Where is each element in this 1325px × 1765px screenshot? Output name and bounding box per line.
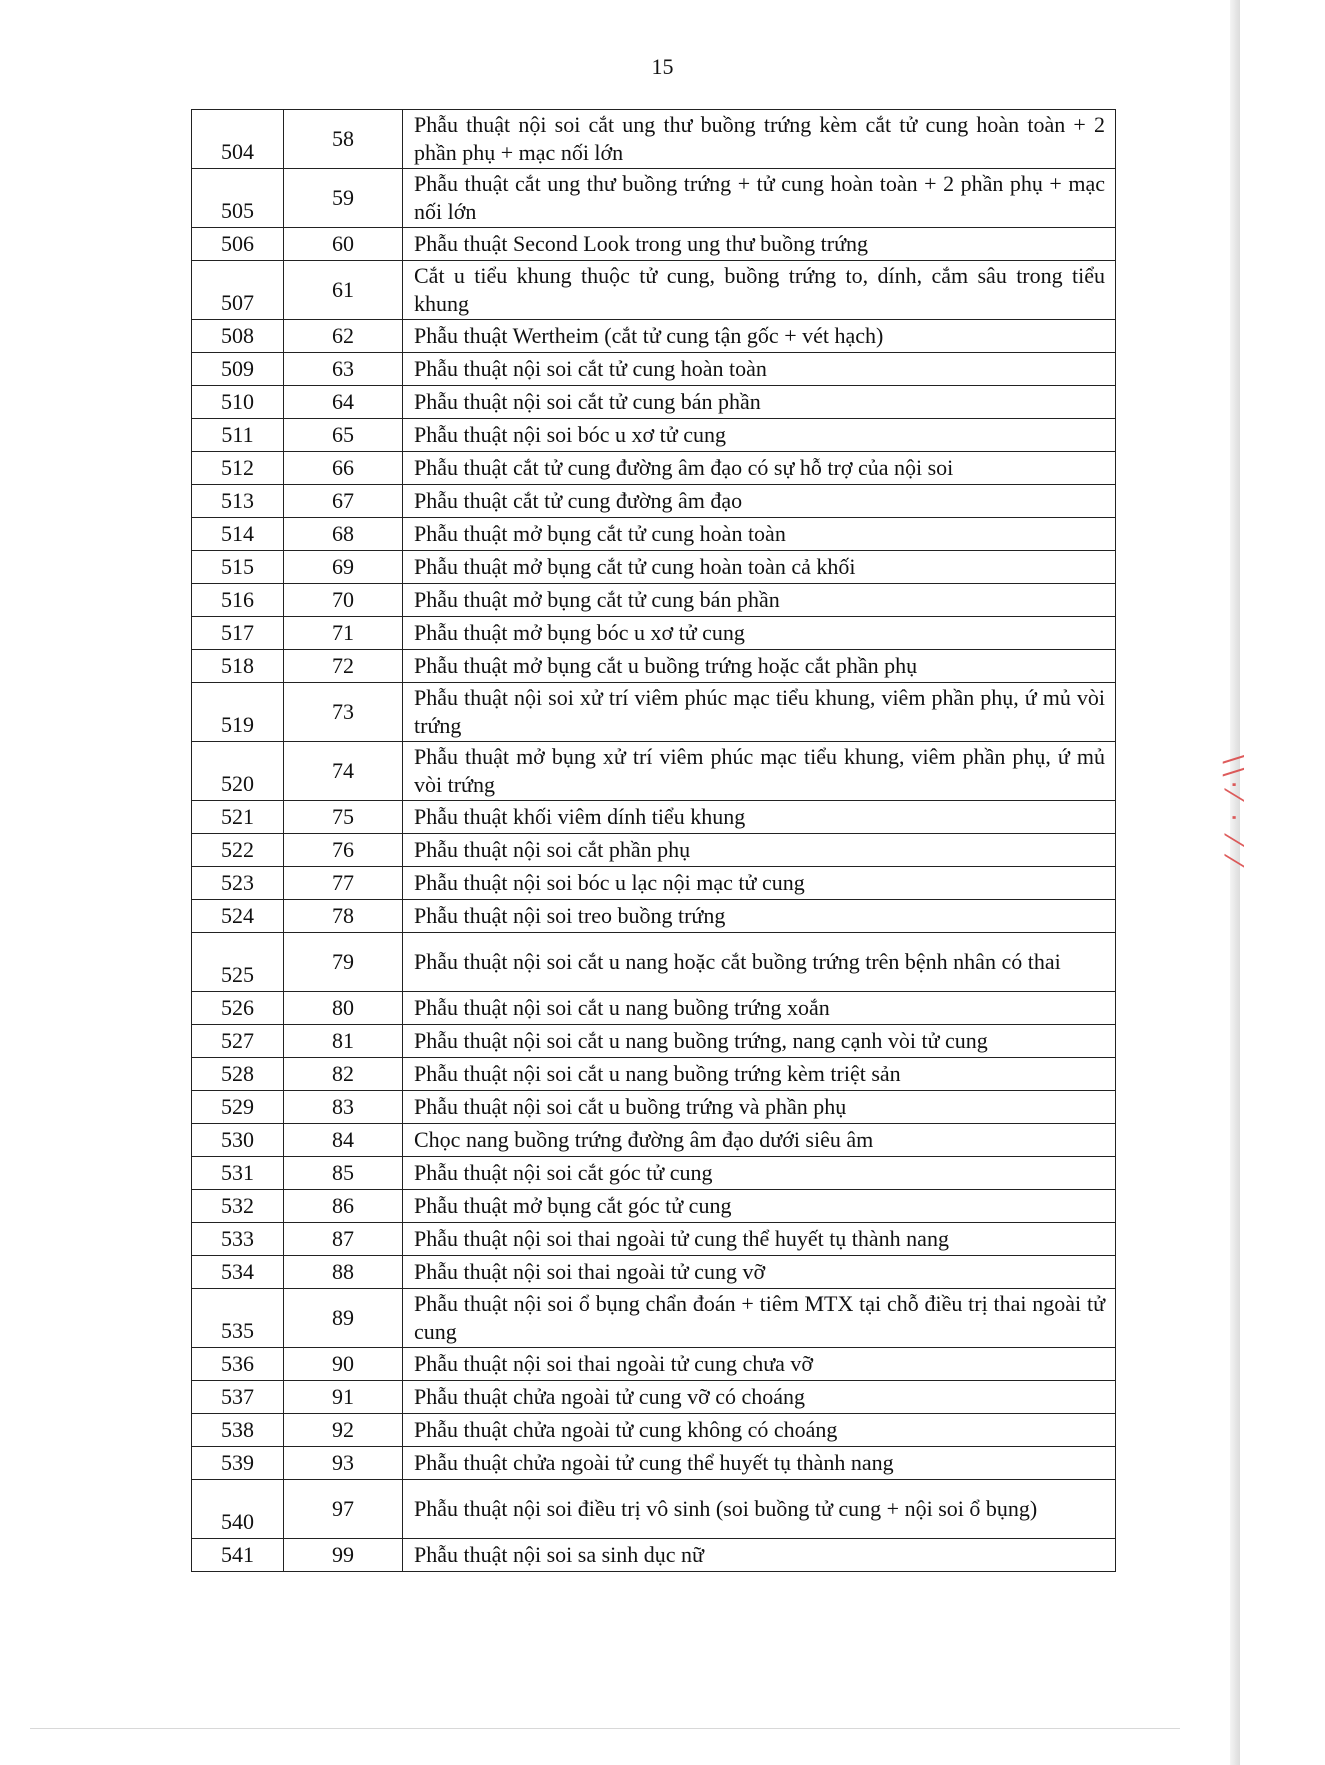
table-row: [192, 110, 1116, 169]
row-number-cell: 522: [192, 834, 284, 867]
procedure-code-cell: 63: [284, 353, 403, 386]
procedure-code-cell: 91: [284, 1381, 403, 1414]
table-row: [192, 419, 1116, 452]
procedure-code-cell: 72: [284, 650, 403, 683]
table-row: [192, 801, 1116, 834]
table-row: [192, 1539, 1116, 1572]
procedure-name-cell: Phẫu thuật nội soi cắt tử cung bán phần: [403, 386, 1116, 419]
procedure-code-cell: 58: [284, 110, 403, 169]
procedure-name-cell: Phẫu thuật nội soi cắt ung thư buồng trứng kèm cắt tử cung hoàn toàn + 2 phần phụ + mạc nối lớn: [403, 110, 1116, 169]
table-row: [192, 1058, 1116, 1091]
procedure-name-cell: Phẫu thuật cắt ung thư buồng trứng + tử cung hoàn toàn + 2 phần phụ + mạc nối lớn: [403, 169, 1116, 228]
row-number-cell: 521: [192, 801, 284, 834]
procedure-code-cell: 69: [284, 551, 403, 584]
table-row: [192, 867, 1116, 900]
row-number-cell: 533: [192, 1223, 284, 1256]
row-number-cell: 525: [192, 933, 284, 992]
procedure-table-body: [192, 110, 1116, 1572]
procedure-code-cell: 60: [284, 228, 403, 261]
row-number-cell: 513: [192, 485, 284, 518]
row-number-cell: 523: [192, 867, 284, 900]
procedure-name-cell: Phẫu thuật mở bụng cắt tử cung bán phần: [403, 584, 1116, 617]
procedure-code-cell: 99: [284, 1539, 403, 1572]
table-row: [192, 1289, 1116, 1348]
table-row: [192, 584, 1116, 617]
procedure-code-cell: 66: [284, 452, 403, 485]
procedure-code-cell: 84: [284, 1124, 403, 1157]
procedure-code-cell: 65: [284, 419, 403, 452]
procedure-code-cell: 83: [284, 1091, 403, 1124]
row-number-cell: 520: [192, 742, 284, 801]
procedure-code-cell: 87: [284, 1223, 403, 1256]
procedure-code-cell: 80: [284, 992, 403, 1025]
procedure-name-cell: Cắt u tiểu khung thuộc tử cung, buồng trứng to, dính, cắm sâu trong tiểu khung: [403, 261, 1116, 320]
table-row: [192, 1348, 1116, 1381]
table-row: [192, 228, 1116, 261]
row-number-cell: 532: [192, 1190, 284, 1223]
table-row: [192, 1447, 1116, 1480]
table-row: [192, 1190, 1116, 1223]
row-number-cell: 515: [192, 551, 284, 584]
procedure-code-cell: 89: [284, 1289, 403, 1348]
table-row: [192, 353, 1116, 386]
table-row: [192, 742, 1116, 801]
table-row: [192, 551, 1116, 584]
procedure-code-cell: 75: [284, 801, 403, 834]
row-number-cell: 505: [192, 169, 284, 228]
procedure-name-cell: Phẫu thuật nội soi cắt u nang buồng trứng xoắn: [403, 992, 1116, 1025]
procedure-code-cell: 92: [284, 1414, 403, 1447]
table-row: [192, 992, 1116, 1025]
page-number: 15: [651, 54, 674, 79]
procedure-code-cell: 79: [284, 933, 403, 992]
procedure-name-cell: Phẫu thuật nội soi cắt u nang hoặc cắt buồng trứng trên bệnh nhân có thai: [403, 933, 1116, 992]
table-row: [192, 650, 1116, 683]
margin-stamp-mark: \\·⁄ · ⁄ ⁄: [1218, 755, 1248, 867]
procedure-name-cell: Phẫu thuật chửa ngoài tử cung thể huyết tụ thành nang: [403, 1447, 1116, 1480]
row-number-cell: 535: [192, 1289, 284, 1348]
row-number-cell: 510: [192, 386, 284, 419]
row-number-cell: 527: [192, 1025, 284, 1058]
row-number-cell: 519: [192, 683, 284, 742]
table-row: [192, 261, 1116, 320]
procedure-name-cell: Phẫu thuật nội soi thai ngoài tử cung chưa vỡ: [403, 1348, 1116, 1381]
procedure-code-cell: 64: [284, 386, 403, 419]
procedure-name-cell: Phẫu thuật nội soi cắt tử cung hoàn toàn: [403, 353, 1116, 386]
table-row: [192, 169, 1116, 228]
row-number-cell: 509: [192, 353, 284, 386]
table-row: [192, 1256, 1116, 1289]
procedure-name-cell: Phẫu thuật cắt tử cung đường âm đạo có sự hỗ trợ của nội soi: [403, 452, 1116, 485]
row-number-cell: 511: [192, 419, 284, 452]
table-row: [192, 1157, 1116, 1190]
row-number-cell: 540: [192, 1480, 284, 1539]
table-row: [192, 1025, 1116, 1058]
procedure-name-cell: Phẫu thuật nội soi cắt u nang buồng trứng kèm triệt sản: [403, 1058, 1116, 1091]
procedure-name-cell: Chọc nang buồng trứng đường âm đạo dưới siêu âm: [403, 1124, 1116, 1157]
row-number-cell: 536: [192, 1348, 284, 1381]
table-row: [192, 1480, 1116, 1539]
row-number-cell: 534: [192, 1256, 284, 1289]
row-number-cell: 517: [192, 617, 284, 650]
row-number-cell: 531: [192, 1157, 284, 1190]
table-row: [192, 1223, 1116, 1256]
procedure-name-cell: Phẫu thuật mở bụng cắt tử cung hoàn toàn: [403, 518, 1116, 551]
procedure-name-cell: Phẫu thuật mở bụng cắt góc tử cung: [403, 1190, 1116, 1223]
table-row: [192, 485, 1116, 518]
procedure-code-cell: 78: [284, 900, 403, 933]
procedure-name-cell: Phẫu thuật nội soi cắt góc tử cung: [403, 1157, 1116, 1190]
row-number-cell: 524: [192, 900, 284, 933]
procedure-code-cell: 73: [284, 683, 403, 742]
procedure-name-cell: Phẫu thuật nội soi treo buồng trứng: [403, 900, 1116, 933]
table-row: [192, 1381, 1116, 1414]
procedure-name-cell: Phẫu thuật nội soi sa sinh dục nữ: [403, 1539, 1116, 1572]
row-number-cell: 530: [192, 1124, 284, 1157]
table-row: [192, 900, 1116, 933]
procedure-name-cell: Phẫu thuật nội soi thai ngoài tử cung vỡ: [403, 1256, 1116, 1289]
procedure-name-cell: Phẫu thuật nội soi bóc u xơ tử cung: [403, 419, 1116, 452]
procedure-name-cell: Phẫu thuật nội soi bóc u lạc nội mạc tử cung: [403, 867, 1116, 900]
procedure-code-cell: 70: [284, 584, 403, 617]
table-row: [192, 452, 1116, 485]
row-number-cell: 506: [192, 228, 284, 261]
procedure-code-cell: 88: [284, 1256, 403, 1289]
table-row: [192, 933, 1116, 992]
procedure-name-cell: Phẫu thuật mở bụng bóc u xơ tử cung: [403, 617, 1116, 650]
procedure-code-cell: 90: [284, 1348, 403, 1381]
row-number-cell: 508: [192, 320, 284, 353]
row-number-cell: 504: [192, 110, 284, 169]
procedure-code-cell: 68: [284, 518, 403, 551]
table-row: [192, 386, 1116, 419]
procedure-code-cell: 85: [284, 1157, 403, 1190]
procedure-code-cell: 93: [284, 1447, 403, 1480]
procedure-name-cell: Phẫu thuật chửa ngoài tử cung vỡ có choáng: [403, 1381, 1116, 1414]
procedure-name-cell: Phẫu thuật nội soi thai ngoài tử cung thể huyết tụ thành nang: [403, 1223, 1116, 1256]
procedure-name-cell: Phẫu thuật nội soi xử trí viêm phúc mạc tiểu khung, viêm phần phụ, ứ mủ vòi trứng: [403, 683, 1116, 742]
procedure-name-cell: Phẫu thuật chửa ngoài tử cung không có choáng: [403, 1414, 1116, 1447]
procedure-name-cell: Phẫu thuật nội soi cắt phần phụ: [403, 834, 1116, 867]
procedure-name-cell: Phẫu thuật mở bụng cắt tử cung hoàn toàn cả khối: [403, 551, 1116, 584]
procedure-code-cell: 81: [284, 1025, 403, 1058]
table-row: [192, 1414, 1116, 1447]
table-row: [192, 683, 1116, 742]
row-number-cell: 528: [192, 1058, 284, 1091]
row-number-cell: 512: [192, 452, 284, 485]
procedure-name-cell: Phẫu thuật Wertheim (cắt tử cung tận gốc + vét hạch): [403, 320, 1116, 353]
procedure-code-cell: 62: [284, 320, 403, 353]
procedure-name-cell: Phẫu thuật nội soi cắt u buồng trứng và phần phụ: [403, 1091, 1116, 1124]
procedure-code-cell: 77: [284, 867, 403, 900]
table-row: [192, 518, 1116, 551]
procedure-code-cell: 61: [284, 261, 403, 320]
procedure-code-cell: 71: [284, 617, 403, 650]
row-number-cell: 539: [192, 1447, 284, 1480]
procedure-name-cell: Phẫu thuật nội soi ổ bụng chẩn đoán + tiêm MTX tại chỗ điều trị thai ngoài tử cung: [403, 1289, 1116, 1348]
table-row: [192, 1124, 1116, 1157]
table-row: [192, 320, 1116, 353]
table-row: [192, 834, 1116, 867]
row-number-cell: 507: [192, 261, 284, 320]
row-number-cell: 518: [192, 650, 284, 683]
row-number-cell: 538: [192, 1414, 284, 1447]
procedure-name-cell: Phẫu thuật khối viêm dính tiểu khung: [403, 801, 1116, 834]
table-row: [192, 617, 1116, 650]
row-number-cell: 526: [192, 992, 284, 1025]
procedure-code-cell: 86: [284, 1190, 403, 1223]
row-number-cell: 541: [192, 1539, 284, 1572]
row-number-cell: 516: [192, 584, 284, 617]
procedure-name-cell: Phẫu thuật nội soi cắt u nang buồng trứng, nang cạnh vòi tử cung: [403, 1025, 1116, 1058]
row-number-cell: 537: [192, 1381, 284, 1414]
procedure-name-cell: Phẫu thuật cắt tử cung đường âm đạo: [403, 485, 1116, 518]
procedure-name-cell: Phẫu thuật mở bụng cắt u buồng trứng hoặc cắt phần phụ: [403, 650, 1116, 683]
procedure-code-cell: 59: [284, 169, 403, 228]
procedure-code-cell: 74: [284, 742, 403, 801]
procedure-table: [191, 109, 1116, 1572]
row-number-cell: 529: [192, 1091, 284, 1124]
procedure-code-cell: 97: [284, 1480, 403, 1539]
table-row: [192, 1091, 1116, 1124]
scan-edge: [1230, 0, 1240, 1765]
procedure-name-cell: Phẫu thuật Second Look trong ung thư buồng trứng: [403, 228, 1116, 261]
procedure-code-cell: 82: [284, 1058, 403, 1091]
row-number-cell: 514: [192, 518, 284, 551]
procedure-code-cell: 67: [284, 485, 403, 518]
procedure-name-cell: Phẫu thuật mở bụng xử trí viêm phúc mạc tiểu khung, viêm phần phụ, ứ mủ vòi trứng: [403, 742, 1116, 801]
procedure-name-cell: Phẫu thuật nội soi điều trị vô sinh (soi buồng tử cung + nội soi ổ bụng): [403, 1480, 1116, 1539]
scan-edge-line: [30, 1728, 1180, 1729]
procedure-code-cell: 76: [284, 834, 403, 867]
